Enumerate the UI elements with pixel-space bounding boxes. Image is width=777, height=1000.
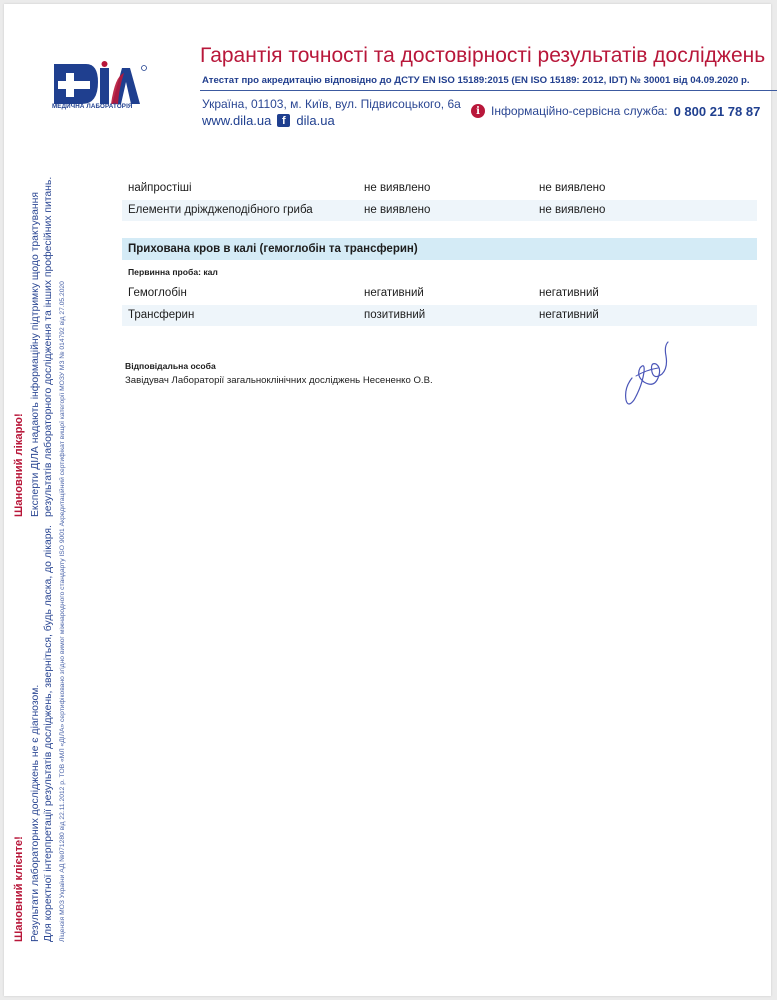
test-reference: негативний: [539, 309, 599, 321]
test-reference: не виявлено: [539, 182, 606, 194]
test-reference: негативний: [539, 287, 599, 299]
info-phone[interactable]: 0 800 21 78 87: [673, 103, 761, 119]
sidebar-client-line1: Результати лабораторних досліджень не є діагнозом.: [30, 684, 41, 942]
test-result: негативний: [364, 287, 424, 299]
specimen-label: Первинна проба: кал: [128, 267, 218, 277]
test-name: найпростіші: [128, 182, 192, 194]
sidebar-client-heading: Шановний клієнте!: [13, 836, 25, 942]
website-link[interactable]: www.dila.ua: [202, 112, 272, 128]
sidebar-doctor-heading: Шановний лікарю!: [13, 413, 25, 517]
table-row: [122, 305, 757, 326]
test-result: позитивний: [364, 309, 426, 321]
test-name: Гемоглобін: [128, 287, 187, 299]
table-row: [122, 283, 757, 304]
info-icon: i: [471, 104, 485, 118]
section-header: [122, 238, 757, 260]
test-result: не виявлено: [364, 204, 431, 216]
facebook-link[interactable]: dila.ua: [296, 112, 335, 128]
facebook-icon: f: [277, 114, 290, 127]
sidebar-doctor-line1: Експерти ДІЛА надають інформаційну підтримку щодо трактування: [30, 192, 41, 517]
test-reference: не виявлено: [539, 204, 606, 216]
logo-caption: МЕДИЧНА ЛАБОРАТОРІЯ: [52, 103, 133, 110]
info-service-label: Інформаційно-сервісна служба:: [491, 104, 668, 118]
responsible-label: Відповідальна особа: [125, 361, 216, 371]
table-row: [122, 178, 757, 199]
address: Україна, 01103, м. Київ, вул. Підвисоцького, 6а: [202, 97, 461, 111]
web-links: [202, 112, 335, 128]
sidebar-doctor-line2: результатів лабораторного дослідження та інших професійних питань.: [43, 176, 54, 517]
section-title: Прихована кров в калі (гемоглобін та трансферин): [128, 243, 418, 255]
header-divider: [200, 90, 777, 91]
test-result: не виявлено: [364, 182, 431, 194]
table-row: [122, 200, 757, 221]
accreditation-text: Атестат про акредитацію відповідно до ДСТУ EN ISO 15189:2015 (EN ISO 15189: 2012, IDT) № 30001 від 04.09.2020 р.: [202, 75, 750, 86]
report-page: [4, 4, 771, 996]
test-name: Трансферин: [128, 309, 195, 321]
signature: [614, 338, 678, 410]
sidebar-license: Ліцензія МОЗ України АД №071280 від 22.11.2012 р. ТОВ «МЛ «ДІЛА» сертифіковано згідно вимог міжнародного стандарту ISO 9001 Акредитаційний сертифікат вищої категорії МОЗУ МЗ № 014792 від 27.05.2020: [59, 281, 66, 942]
sidebar-client-line2: Для коректної інтерпретації результатів досліджень, зверніться, будь ласка, до лікаря.: [43, 525, 54, 942]
test-name: Елементи дріжджеподібного гриба: [128, 204, 313, 216]
responsible-name: Завідувач Лабораторії загальноклінічних досліджень Несененко О.В.: [125, 375, 433, 386]
page-title: Гарантія точності та достовірності результатів досліджень: [200, 44, 766, 67]
info-service: [471, 103, 760, 119]
